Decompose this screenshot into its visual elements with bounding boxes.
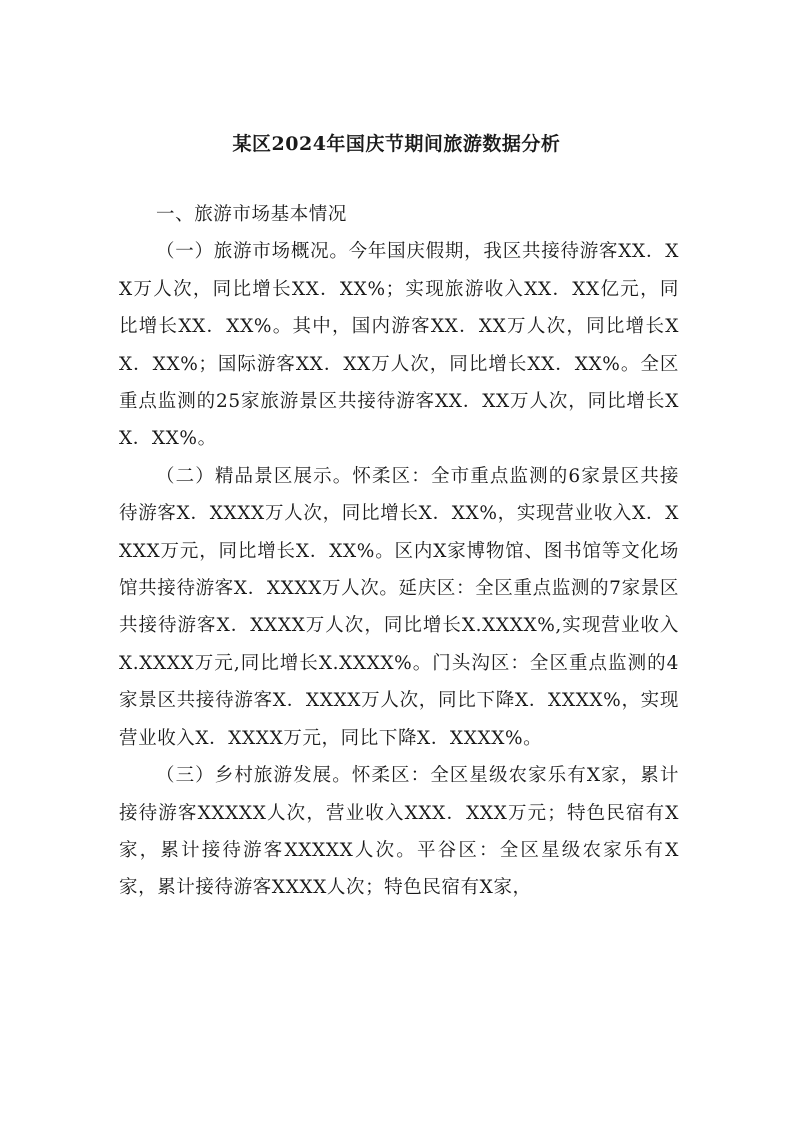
paragraph-market-overview: （一）旅游市场概况。今年国庆假期，我区共接待游客XX．XX万人次，同比增长XX．XX%；实现旅游收入XX．XX亿元，同比增长XX．XX%。其中，国内游客XX．XX万人次，同比增长XX．XX%；国际游客XX．XX万人次，同比增长XX．XX%。全区重点监测的25家旅游景区共接待游客XX．XX万人次，同比增长XX．XX%。 bbox=[119, 241, 679, 450]
section-heading: 一、旅游市场基本情况 bbox=[156, 204, 348, 225]
paragraph-scenic-spots: （二）精品景区展示。怀柔区：全市重点监测的6家景区共接待游客X．XXXX万人次，同比增长X．XX%，实现营业收入X．XXXX万元，同比增长X．XX%。区内X家博物馆、图书馆等文化场馆共接待游客X．XXXX万人次。延庆区：全区重点监测的7家景区共接待游客X．XXXX万人次，同比增长X.XXXX%,实现营业收入X.XXXX万元,同比增长X.XXXX%。门头沟区：全区重点监测的4家景区共接待游客X．XXXX万人次，同比下降X．XXXX%，实现营业收入X．XXXX万元，同比下降X．XXXX%。 bbox=[119, 465, 679, 749]
paragraph-rural-tourism: （三）乡村旅游发展。怀柔区：全区星级农家乐有X家，累计接待游客XXXXX人次，营业收入XXX．XXX万元；特色民宿有X家，累计接待游客XXXXX人次。平谷区：全区星级农家乐有X家，累计接待游客XXXX人次；特色民宿有X家， bbox=[119, 765, 679, 899]
document-body bbox=[119, 196, 679, 907]
document-title: 某区2024年国庆节期间旅游数据分析 bbox=[232, 133, 561, 155]
